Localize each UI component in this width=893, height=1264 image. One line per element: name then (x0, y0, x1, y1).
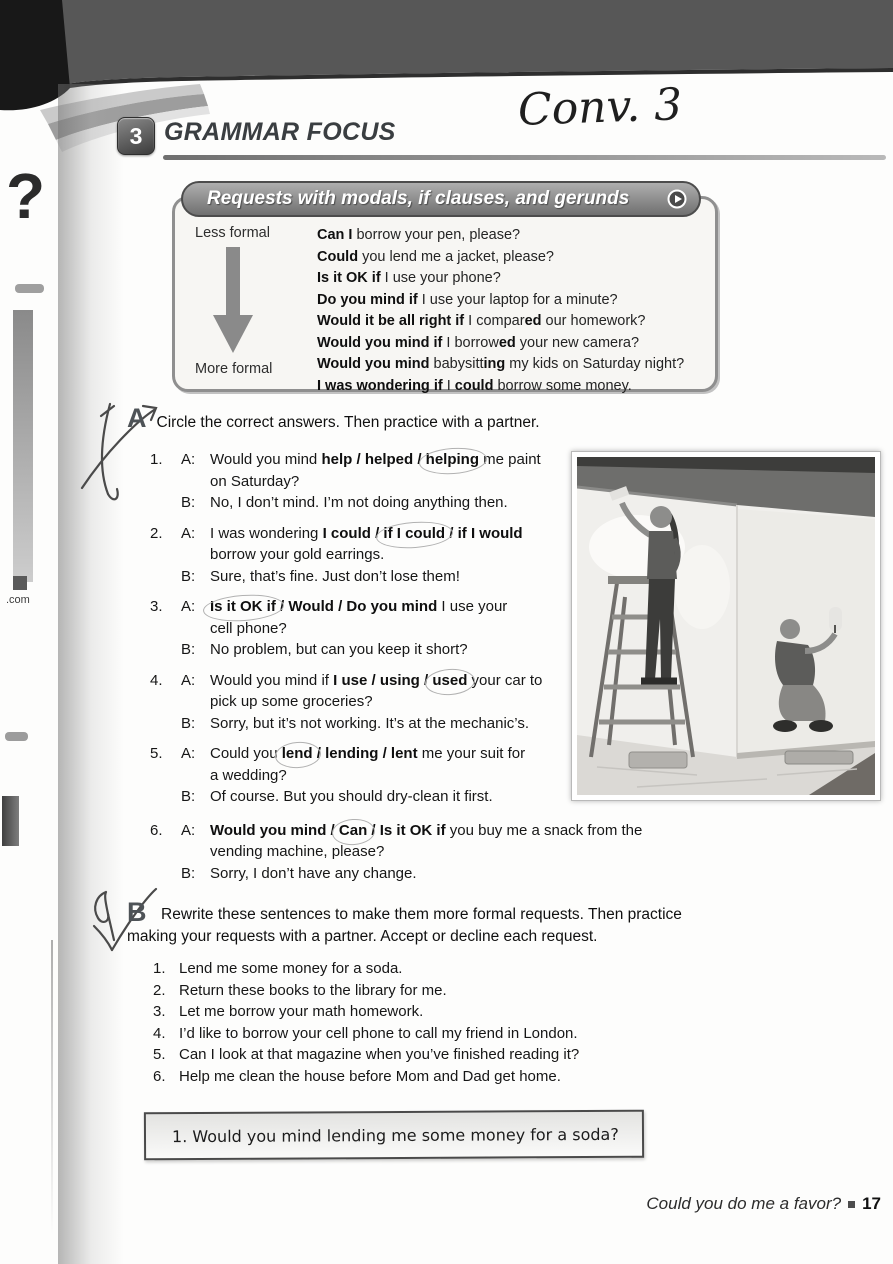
unit-number-badge: 3 (117, 117, 155, 155)
handwritten-checkmark (88, 886, 160, 964)
exercise-b-instructions (127, 904, 886, 948)
margin-artifact-dash (15, 284, 44, 293)
item-number: 6. (150, 821, 163, 839)
grammar-example: Would it be all right if I compared our homework? (317, 313, 646, 329)
item-text: Lend me some money for a soda. (179, 960, 403, 977)
exercise-a-item-2 (150, 523, 605, 588)
grammar-box-header (181, 181, 701, 217)
speaker-b-line: Sure, that’s fine. Just don’t lose them! (210, 567, 460, 585)
speaker-b-line: Sorry, I don’t have any change. (210, 864, 417, 882)
grammar-examples (317, 225, 684, 397)
grammar-example: Would you mind if I borrowed your new camera? (317, 334, 640, 351)
scale-top-label: Less formal (195, 225, 270, 241)
sample-answer-text: 1. Would you mind lending me some money for a soda? (171, 1124, 619, 1146)
speaker-b-label: B: (181, 567, 196, 585)
page-footer (646, 1194, 881, 1214)
book-title: Could you do me a favor? (646, 1194, 842, 1213)
exercise-a-item-5 (150, 743, 605, 808)
speaker-b-line: Of course. But you should dry-clean it first. (210, 788, 493, 805)
exercise-b-item-2 (153, 980, 579, 1002)
exercise-b-item-5 (153, 1044, 579, 1066)
formality-scale (195, 225, 315, 377)
grammar-example: Could you lend me a jacket, please? (317, 248, 554, 265)
speaker-a-line: Could you lend / lending / lent me your suit for (210, 745, 526, 762)
grammar-box (172, 188, 718, 394)
speaker-a-line2: cell phone? (210, 619, 287, 637)
page-curl-shadow (58, 84, 124, 1264)
item-number: 4. (153, 1024, 166, 1042)
exercise-b-instructions-line1: Rewrite these sentences to make them more formal requests. Then practice (161, 906, 682, 923)
item-number: 6. (153, 1067, 166, 1085)
down-arrow-icon (211, 247, 255, 355)
title-rule (163, 155, 886, 160)
margin-dotcom-text: .com (6, 594, 30, 606)
speaker-b-label: B: (181, 494, 196, 511)
page-title: GRAMMAR FOCUS (164, 118, 396, 146)
grammar-box-title: Requests with modals, if clauses, and gerunds (207, 188, 630, 209)
item-number: 2. (153, 981, 166, 999)
speaker-b-line: No problem, but can you keep it short? (210, 641, 468, 658)
speaker-a-line: I was wondering I could / if I could / if I would (210, 524, 523, 542)
item-number: 3. (153, 1003, 166, 1020)
play-circle-icon (667, 189, 687, 209)
exercise-b-letter-wrap (127, 899, 147, 926)
speaker-a-line2: borrow your gold earrings. (210, 546, 385, 563)
page-fold-line (51, 940, 53, 1235)
handwritten-note: Conv. 3 (517, 79, 683, 136)
exercise-b-item-3 (153, 1001, 579, 1023)
speaker-a-line2: a wedding? (210, 766, 287, 784)
exercise-a-letter: A (127, 403, 147, 433)
speaker-a-label: A: (181, 524, 196, 542)
exercise-a-item-3 (150, 596, 605, 661)
margin-artifact-bar-cap (13, 576, 27, 590)
speaker-b-line: Sorry, but it’s not working. It’s at the mechanic’s. (210, 714, 530, 732)
item-number: 5. (153, 1046, 166, 1063)
exercise-a-instructions: Circle the correct answers. Then practice with a partner. (156, 414, 540, 431)
speaker-a-line2: vending machine, please? (210, 843, 385, 860)
item-text: Return these books to the library for me. (179, 981, 447, 999)
exercise-a-header (127, 405, 540, 432)
square-bullet-icon (848, 1201, 855, 1208)
item-text: Can I look at that magazine when you’ve finished reading it? (179, 1046, 580, 1063)
exercise-a-item-1 (150, 449, 605, 514)
exercise-b-item-4 (153, 1023, 579, 1045)
item-text: Let me borrow your math homework. (179, 1003, 424, 1020)
margin-artifact-bar (13, 310, 33, 582)
grammar-example: Can I borrow your pen, please? (317, 227, 521, 243)
grammar-example: Is it OK if I use your phone? (317, 270, 501, 286)
speaker-b-line: No, I don’t mind. I’m not doing anything then. (210, 494, 508, 511)
item-number: 1. (150, 451, 163, 468)
item-number: 3. (150, 598, 163, 615)
exercise-b-letter: B (127, 897, 147, 927)
speaker-a-line: Would you mind / Can / Is it OK if you buy me a snack from the (210, 821, 643, 839)
item-text: Help me clean the house before Mom and Dad get home. (179, 1067, 561, 1085)
speaker-a-label: A: (181, 745, 196, 762)
exercise-b-item-6 (153, 1066, 579, 1088)
exercise-b-instructions-line2: making your requests with a partner. Accept or decline each request. (127, 928, 598, 945)
scan-top-edge (0, 0, 893, 190)
speaker-a-line2: on Saturday? (210, 472, 300, 490)
margin-artifact-dark-bar (2, 796, 19, 846)
speaker-a-label: A: (181, 671, 196, 689)
speaker-a-label: A: (181, 451, 196, 468)
exercise-a-items (150, 449, 643, 893)
scale-bottom-label: More formal (195, 361, 273, 377)
speaker-a-line: Would you mind help / helped / helping me paint (210, 451, 541, 468)
exercise-a-item-4 (150, 670, 605, 735)
page-number: 17 (862, 1194, 881, 1213)
grammar-example: Would you mind babysitting my kids on Saturday night? (317, 356, 685, 372)
speaker-a-line2: pick up some groceries? (210, 693, 373, 710)
item-number: 4. (150, 671, 163, 689)
sample-answer-box (144, 1110, 644, 1161)
margin-artifact-dash (5, 732, 28, 741)
speaker-b-label: B: (181, 864, 196, 882)
speaker-b-label: B: (181, 788, 196, 805)
painting-room-illustration (577, 457, 875, 795)
item-text: I’d like to borrow your cell phone to call my friend in London. (179, 1024, 578, 1042)
exercise-b-items (153, 958, 579, 1087)
item-number: 2. (150, 524, 163, 542)
painting-room-photo (571, 451, 881, 801)
speaker-b-label: B: (181, 641, 196, 658)
previous-page-question-mark: ? (6, 160, 46, 232)
grammar-example: I was wondering if I could borrow some money. (317, 377, 632, 394)
speaker-a-line: Is it OK if / Would / Do you mind I use your (210, 598, 508, 615)
speaker-a-label: A: (181, 821, 196, 839)
grammar-example: Do you mind if I use your laptop for a minute? (317, 291, 618, 308)
exercise-a-item-6 (150, 820, 738, 885)
item-number: 1. (153, 960, 166, 977)
speaker-b-label: B: (181, 714, 196, 732)
exercise-b-item-1 (153, 958, 579, 980)
item-number: 5. (150, 745, 163, 762)
speaker-a-line: Would you mind if I use / using / used your car to (210, 671, 543, 689)
speaker-a-label: A: (181, 598, 196, 615)
